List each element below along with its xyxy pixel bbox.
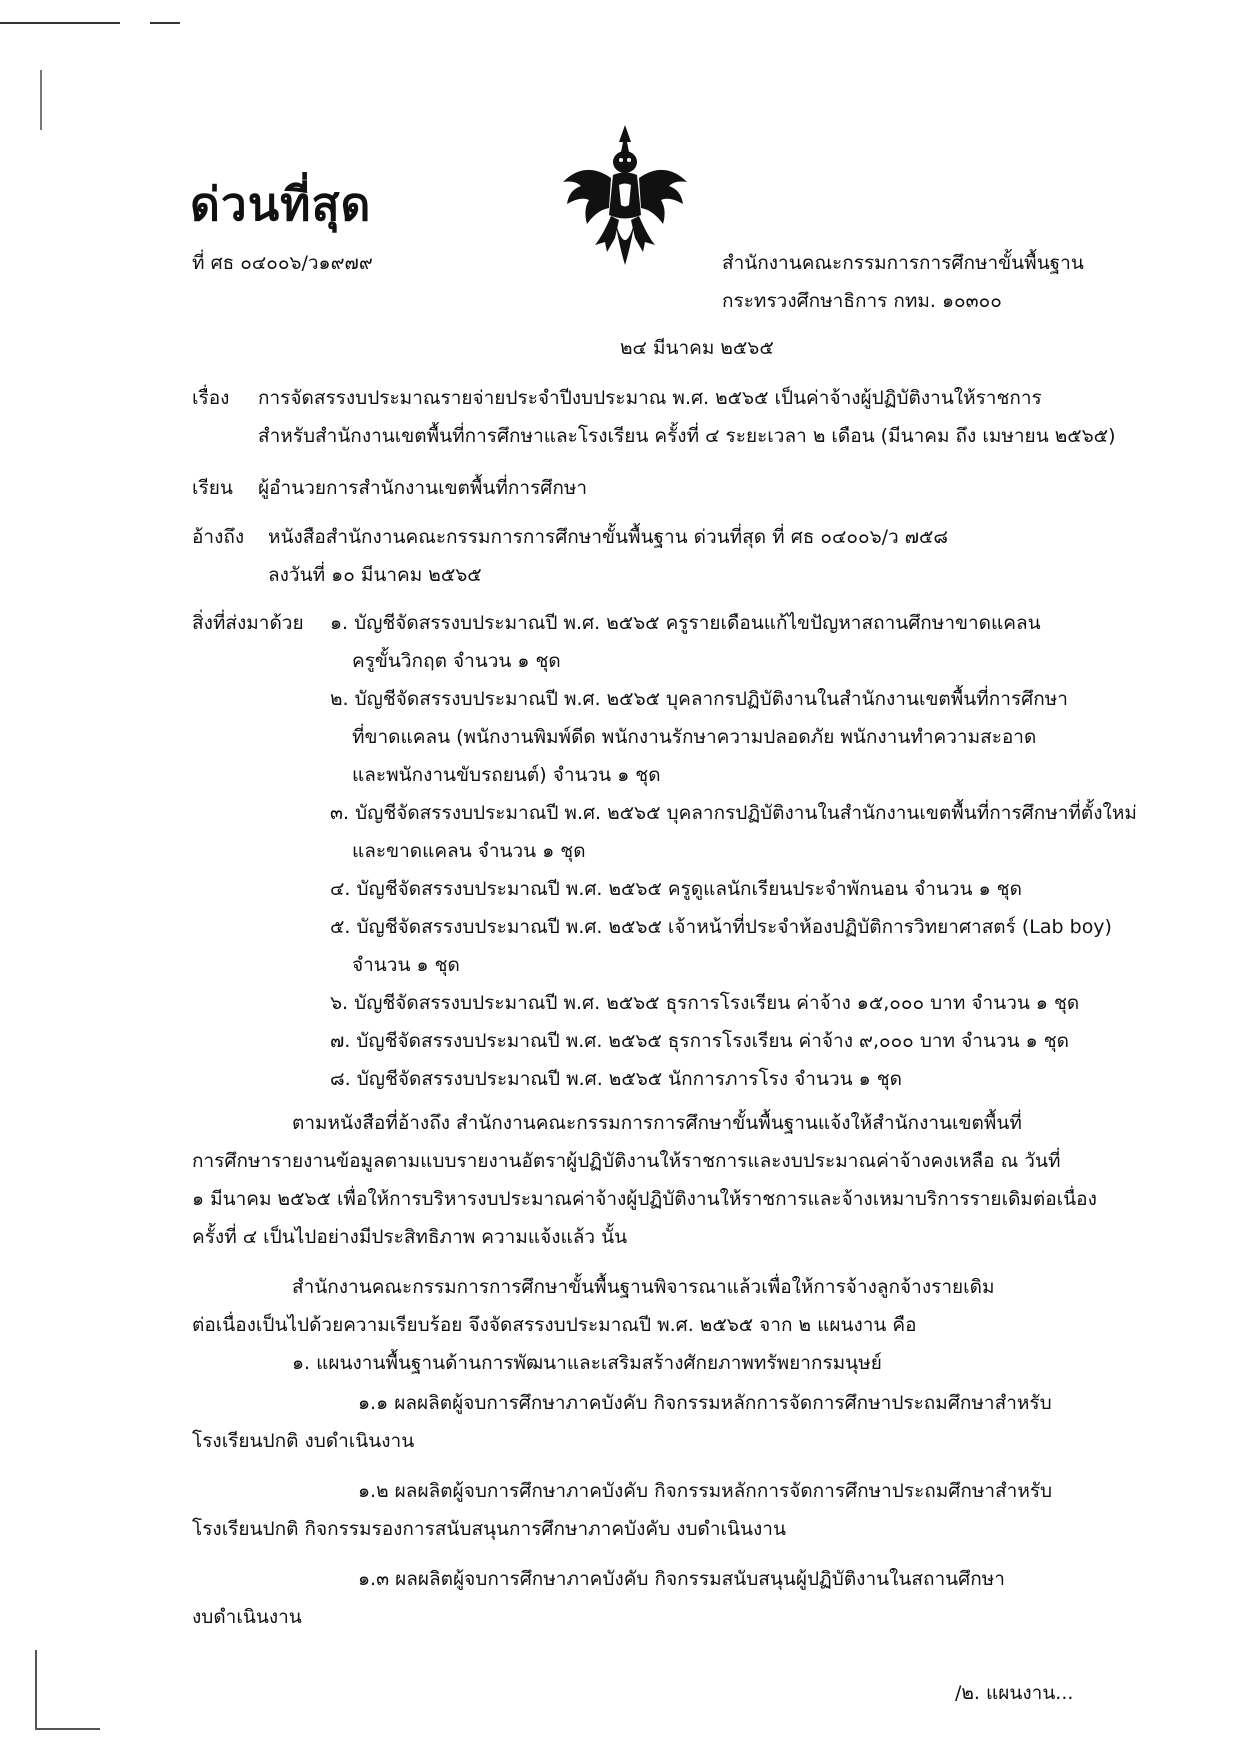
enclosure-line: ๘. บัญชีจัดสรรงบประมาณปี พ.ศ. ๒๕๖๕ นักการภารโรง จำนวน ๑ ชุด (330, 1068, 902, 1090)
paragraph-1-line: การศึกษารายงานข้อมูลตามแบบรายงานอัตราผู้ปฏิบัติงานให้ราชการและงบประมาณค่าจ้างคงเหลือ ณ วันที่ (192, 1150, 1061, 1172)
subject-label: เรื่อง (192, 387, 230, 409)
enclosure-line: และขาดแคลน จำนวน ๑ ชุด (352, 840, 586, 862)
scan-mark-top-left (0, 22, 120, 24)
office-name: สำนักงานคณะกรรมการการศึกษาขั้นพื้นฐาน (722, 252, 1084, 274)
enclosure-line: ที่ขาดแคลน (พนักงานพิมพ์ดีด พนักงานรักษาความปลอดภัย พนักงานทำความสะอาด (352, 726, 1037, 748)
enclosure-line: ๒. บัญชีจัดสรรงบประมาณปี พ.ศ. ๒๕๖๕ บุคลากรปฏิบัติงานในสำนักงานเขตพื้นที่การศึกษา (330, 688, 1068, 710)
enclosure-line: ๗. บัญชีจัดสรรงบประมาณปี พ.ศ. ๒๕๖๕ ธุรการโรงเรียน ค่าจ้าง ๙,๐๐๐ บาท จำนวน ๑ ชุด (330, 1030, 1069, 1052)
subject-line-1: การจัดสรรงบประมาณรายจ่ายประจำปีงบประมาณ พ.ศ. ๒๕๖๕ เป็นค่าจ้างผู้ปฏิบัติงานให้ราชการ (258, 387, 1042, 409)
item-1-3-line: ๑.๓ ผลผลิตผู้จบการศึกษาภาคบังคับ กิจกรรมสนับสนุนผู้ปฏิบัติงานในสถานศึกษา (358, 1568, 1005, 1590)
enclosure-line: และพนักงานขับรถยนต์) จำนวน ๑ ชุด (352, 764, 661, 786)
reference-line-2: ลงวันที่ ๑๐ มีนาคม ๒๕๖๕ (268, 564, 482, 586)
document-date: ๒๔ มีนาคม ๒๕๖๕ (620, 337, 774, 359)
reference-line-1: หนังสือสำนักงานคณะกรรมการการศึกษาขั้นพื้นฐาน ด่วนที่สุด ที่ ศธ ๐๔๐๐๖/ว ๗๕๘ (268, 526, 949, 548)
enclosure-line: ครูขั้นวิกฤต จำนวน ๑ ชุด (352, 650, 561, 672)
reference-number: ที่ ศธ ๐๔๐๐๖/ว๑๙๗๙ (192, 252, 373, 274)
paragraph-1-line: ๑ มีนาคม ๒๕๖๕ เพื่อให้การบริหารงบประมาณค่าจ้างผู้ปฏิบัติงานให้ราชการและจ้างเหมาบริการรายเดิมต่อเนื่อง (192, 1188, 1097, 1210)
scan-mark-left (40, 70, 42, 130)
scan-mark-top (150, 22, 180, 24)
item-1-1-line: ๑.๑ ผลผลิตผู้จบการศึกษาภาคบังคับ กิจกรรมหลักการจัดการศึกษาประถมศึกษาสำหรับ (358, 1392, 1052, 1414)
scan-mark-bottom-left (35, 1650, 37, 1730)
continuation-marker: /๒. แผนงาน... (955, 1682, 1074, 1704)
reference-label: อ้างถึง (192, 526, 245, 548)
subject-line-2: สำหรับสำนักงานเขตพื้นที่การศึกษาและโรงเรียน ครั้งที่ ๔ ระยะเวลา ๒ เดือน (มีนาคม ถึง เมษายน ๒๕๖๕) (258, 425, 1116, 447)
item-1-3-line: งบดำเนินงาน (192, 1606, 302, 1628)
urgency-stamp: ด่วนที่สุด (190, 177, 372, 231)
item-1-1-line: โรงเรียนปกติ งบดำเนินงาน (192, 1430, 415, 1452)
addressee: ผู้อำนวยการสำนักงานเขตพื้นที่การศึกษา (258, 477, 588, 499)
paragraph-1-line: ครั้งที่ ๔ เป็นไปอย่างมีประสิทธิภาพ ความแจ้งแล้ว นั้น (192, 1226, 628, 1248)
plan-1-heading: ๑. แผนงานพื้นฐานด้านการพัฒนาและเสริมสร้างศักยภาพทรัพยากรมนุษย์ (292, 1352, 882, 1374)
paragraph-1-line: ตามหนังสือที่อ้างถึง สำนักงานคณะกรรมการการศึกษาขั้นพื้นฐานแจ้งให้สำนักงานเขตพื้นที่ (292, 1112, 1022, 1134)
enclosure-line: ๕. บัญชีจัดสรรงบประมาณปี พ.ศ. ๒๕๖๕ เจ้าหน้าที่ประจำห้องปฏิบัติการวิทยาศาสตร์ (Lab boy) (330, 916, 1112, 938)
enclosure-line: จำนวน ๑ ชุด (352, 954, 460, 976)
enclosures-label: สิ่งที่ส่งมาด้วย (192, 612, 304, 634)
item-1-2-line: ๑.๒ ผลผลิตผู้จบการศึกษาภาคบังคับ กิจกรรมหลักการจัดการศึกษาประถมศึกษาสำหรับ (358, 1480, 1053, 1502)
paragraph-2-line: สำนักงานคณะกรรมการการศึกษาขั้นพื้นฐานพิจารณาแล้วเพื่อให้การจ้างลูกจ้างรายเดิม (292, 1276, 995, 1298)
enclosure-line: ๔. บัญชีจัดสรรงบประมาณปี พ.ศ. ๒๕๖๕ ครูดูแลนักเรียนประจำพักนอน จำนวน ๑ ชุด (330, 878, 1022, 900)
office-address: กระทรวงศึกษาธิการ กทม. ๑๐๓๐๐ (722, 290, 1002, 312)
enclosure-line: ๖. บัญชีจัดสรรงบประมาณปี พ.ศ. ๒๕๖๕ ธุรการโรงเรียน ค่าจ้าง ๑๕,๐๐๐ บาท จำนวน ๑ ชุด (330, 992, 1080, 1014)
paragraph-2-line: ต่อเนื่องเป็นไปด้วยความเรียบร้อย จึงจัดสรรงบประมาณปี พ.ศ. ๒๕๖๕ จาก ๒ แผนงาน คือ (192, 1314, 917, 1336)
scan-mark-bottom (35, 1728, 100, 1730)
item-1-2-line: โรงเรียนปกติ กิจกรรมรองการสนับสนุนการศึกษาภาคบังคับ งบดำเนินงาน (192, 1518, 786, 1540)
addressee-label: เรียน (192, 477, 233, 499)
enclosure-line: ๑. บัญชีจัดสรรงบประมาณปี พ.ศ. ๒๕๖๕ ครูรายเดือนแก้ไขปัญหาสถานศึกษาขาดแคลน (330, 612, 1041, 634)
garuda-emblem-icon (555, 120, 695, 270)
enclosure-line: ๓. บัญชีจัดสรรงบประมาณปี พ.ศ. ๒๕๖๕ บุคลากรปฏิบัติงานในสำนักงานเขตพื้นที่การศึกษาที่ตั้งใหม่ (330, 802, 1137, 824)
